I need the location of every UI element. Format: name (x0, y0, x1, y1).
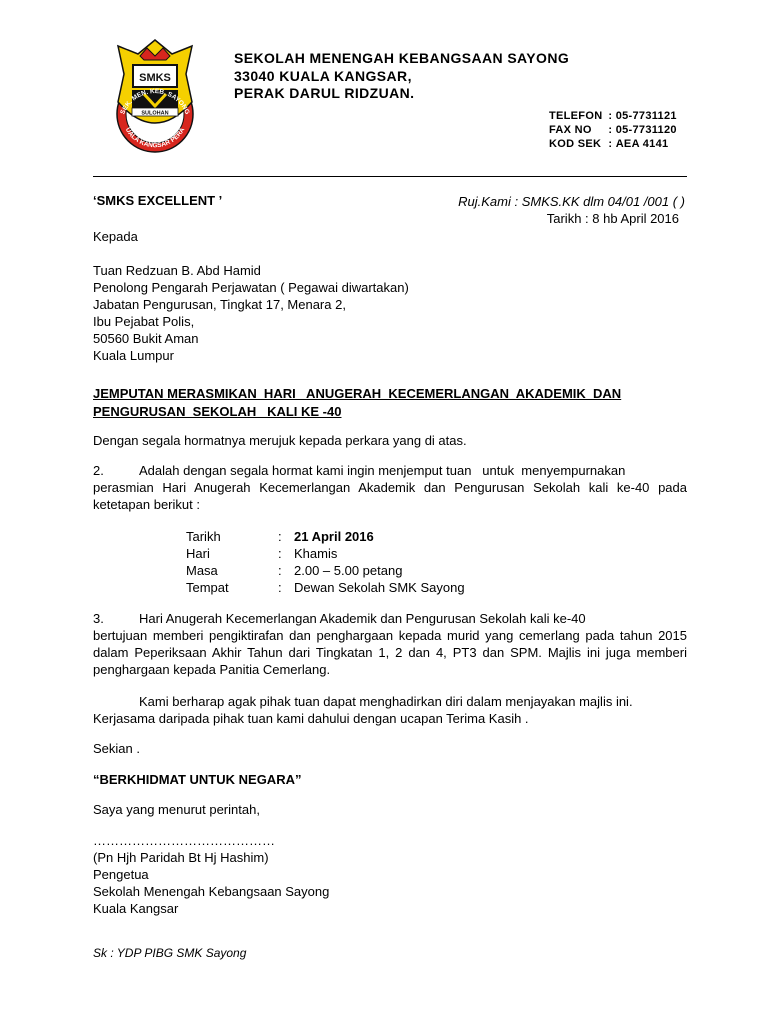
letter-date: Tarikh : 8 hb April 2016 (546, 211, 679, 226)
school-name: SEKOLAH MENENGAH KEBANGSAAN SAYONG (234, 50, 570, 66)
signatory-school: Sekolah Menengah Kebangsaan Sayong (93, 884, 330, 899)
contact-phone: TELEFON : 05-7731121 (549, 110, 677, 122)
recipient-line: Tuan Redzuan B. Abd Hamid (93, 263, 261, 278)
salutation-to: Kepada (93, 229, 138, 244)
event-details (186, 528, 465, 596)
slogan: “BERKHIDMAT UNTUK NEGARA” (93, 772, 302, 787)
logo-center-text: SMKS (139, 72, 171, 84)
school-crest-icon (96, 34, 214, 154)
paragraph-2-number: 2. (93, 463, 104, 478)
paragraph-4-first-line: Kami berharap agak pihak tuan dapat menghadirkan diri dalam menjayakan majlis ini. (139, 694, 633, 709)
signatory-block (93, 849, 329, 917)
detail-date: Tarikh : 21 April 2016 (186, 529, 374, 544)
recipient-line: Ibu Pejabat Polis, (93, 314, 195, 329)
paragraph-4-body: Kerjasama daripada pihak tuan kami dahului dengan ucapan Terima Kasih . (93, 711, 529, 726)
paragraph-2-body: perasmian Hari Anugerah Kecemerlangan Akademik dan Pengurusan Sekolah kali ke-40 pada ketetapan berikut : (93, 480, 687, 512)
recipient-address (93, 262, 409, 364)
reference-number: Ruj.Kami : SMKS.KK dlm 04/01 /001 ( ) (458, 194, 685, 209)
paragraph-4 (93, 693, 687, 727)
school-postcode-city: 33040 KUALA KANGSAR, (234, 68, 412, 84)
signatory-town: Kuala Kangsar (93, 901, 179, 916)
paragraph-3 (93, 610, 687, 678)
signatory-name: (Pn Hjh Paridah Bt Hj Hashim) (93, 850, 269, 865)
closing-text: Sekian . (93, 741, 140, 756)
paragraph-3-number: 3. (93, 611, 104, 626)
school-state: PERAK DARUL RIDZUAN. (234, 85, 415, 101)
paragraph-3-body: bertujuan memberi pengiktirafan dan penghargaan kepada murid yang cemerlang pada tahun 2015 dalam Peperiksaan Akhir Tahun dari Tingkatan 1, 2 dan 4, PT3 dan SPM. Majlis ini juga memberi penghargaan kepada Panitia Cemerlang. (93, 628, 687, 677)
recipient-line: 50560 Bukit Aman (93, 331, 199, 346)
paragraph-2 (93, 462, 687, 513)
header-divider (93, 176, 687, 177)
sign-off: Saya yang menurut perintah, (93, 802, 260, 817)
logo-ring-bottom: UALA KANGSAR PERA (123, 126, 187, 150)
contact-fax: FAX NO : 05-7731120 (549, 124, 677, 136)
detail-day: Hari : Khamis (186, 546, 338, 561)
carbon-copy: Sk : YDP PIBG SMK Sayong (93, 946, 247, 960)
subject-line-1: JEMPUTAN MERASMIKAN HARI ANUGERAH KECEMERLANGAN AKADEMIK DAN (93, 386, 622, 401)
detail-venue: Tempat : Dewan Sekolah SMK Sayong (186, 580, 465, 595)
contact-school-code: KOD SEK : AEA 4141 (549, 138, 669, 150)
contact-block (549, 109, 677, 151)
paragraph-3-first-line: Hari Anugerah Kecemerlangan Akademik dan Pengurusan Sekolah kali ke-40 (139, 611, 586, 626)
logo-ring-top: SEK. MEN. KEB. SAYONG (119, 87, 191, 116)
subject-line-2: PENGURUSAN SEKOLAH KALI KE -40 (93, 404, 342, 419)
school-logo (96, 34, 214, 154)
school-motto: ‘SMKS EXCELLENT ’ (93, 193, 223, 208)
detail-time: Masa : 2.00 – 5.00 petang (186, 563, 403, 578)
paragraph-2-first-line: Adalah dengan segala hormat kami ingin menjemput tuan untuk menyempurnakan (139, 463, 626, 478)
recipient-line: Jabatan Pengurusan, Tingkat 17, Menara 2, (93, 297, 346, 312)
signature-dots: …………………………………… (93, 833, 275, 848)
signatory-title: Pengetua (93, 867, 149, 882)
logo-ribbon-text: SULOHAN (141, 110, 169, 117)
recipient-line: Kuala Lumpur (93, 348, 174, 363)
recipient-line: Penolong Pengarah Perjawatan ( Pegawai diwartakan) (93, 280, 409, 295)
intro-paragraph: Dengan segala hormatnya merujuk kepada perkara yang di atas. (93, 433, 467, 448)
